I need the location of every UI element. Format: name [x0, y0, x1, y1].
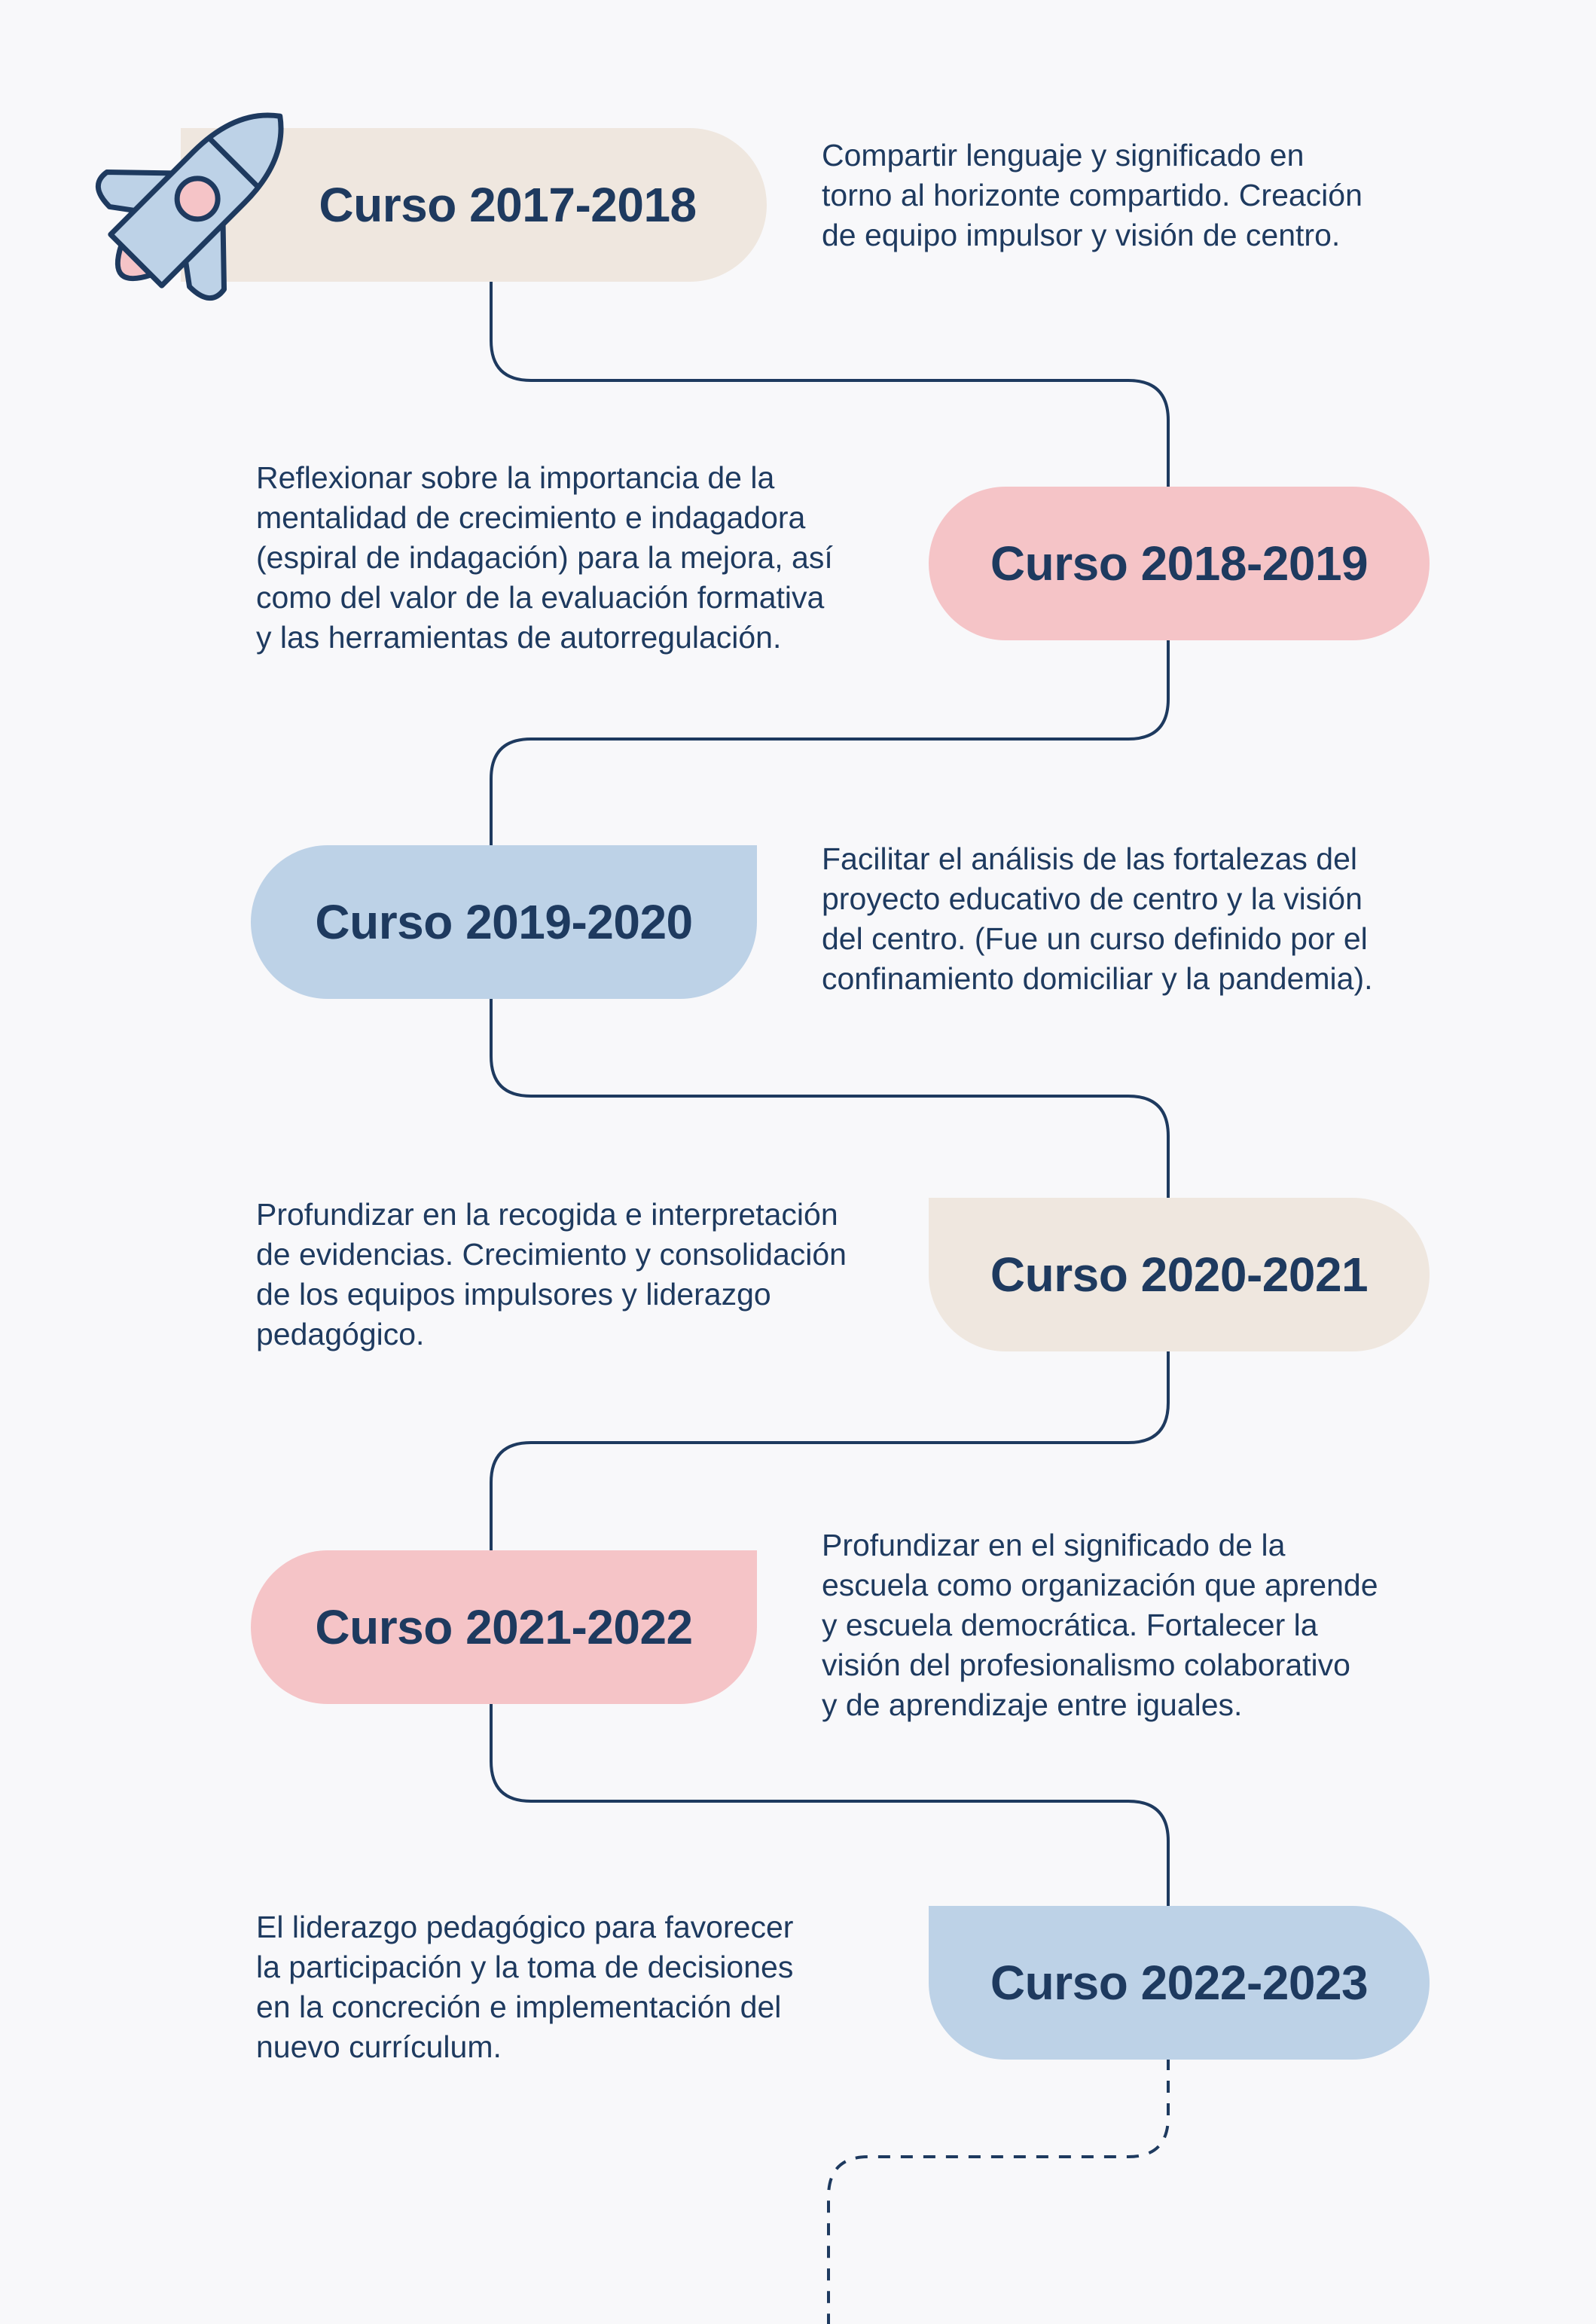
course-label: Curso 2019-2020	[315, 895, 693, 949]
course-pill-2022-2023	[929, 1906, 1430, 2060]
course-label: Curso 2021-2022	[315, 1600, 693, 1654]
course-description: Profundizar en el significado de la escuela como organización que aprende y escuela democrática. Fortalecer la visión del profesionalismo colaborativo y de aprendizaje entre iguales.	[822, 1528, 1378, 1722]
rocket-icon	[74, 96, 300, 322]
course-description: Compartir lenguaje y significado en torno al horizonte compartido. Creación de equipo impulsor y visión de centro.	[822, 138, 1363, 252]
course-label: Curso 2018-2019	[990, 536, 1369, 591]
course-description: El liderazgo pedagógico para favorecer la participación y la toma de decisiones en la concreción e implementación del nuevo currículum.	[256, 1910, 794, 2064]
course-label: Curso 2022-2023	[990, 1956, 1369, 2010]
course-description: Facilitar el análisis de las fortalezas del proyecto educativo de centro y la visión del centro. (Fue un curso definido por el confinamiento domiciliar y la pandemia).	[822, 841, 1373, 996]
course-pill-2021-2022	[251, 1550, 757, 1704]
course-label: Curso 2020-2021	[990, 1248, 1369, 1302]
course-description: Reflexionar sobre la importancia de la mentalidad de crecimiento e indagadora (espiral de indagación) para la mejora, así como del valor de la evaluación formativa y las herramientas de autorregulación.	[256, 460, 833, 655]
course-pill-2020-2021	[929, 1198, 1430, 1351]
course-description: Profundizar en la recogida e interpretación de evidencias. Crecimiento y consolidación de los equipos impulsores y liderazgo pedagógico.	[256, 1197, 847, 1351]
course-pill-2019-2020	[251, 845, 757, 999]
course-label: Curso 2017-2018	[319, 178, 697, 232]
course-pill-2018-2019	[929, 487, 1430, 640]
